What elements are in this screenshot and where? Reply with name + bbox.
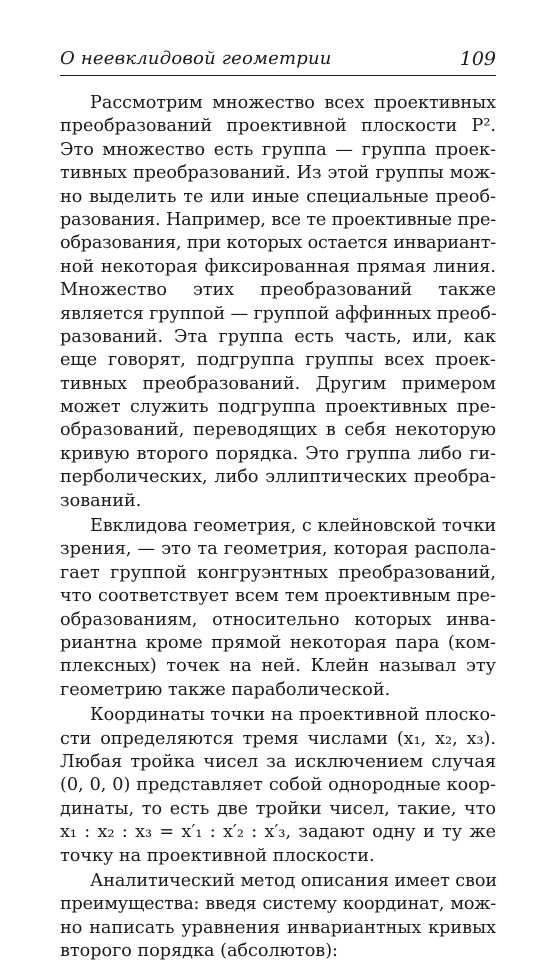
- text-line: преобразований проективной плоскости P².: [60, 116, 496, 137]
- text-line: риантна кроме прямой некоторая пара (ком-: [60, 632, 496, 653]
- running-head: [60, 46, 496, 72]
- text-line: Это множество есть группа — группа проек-: [60, 139, 496, 160]
- text-line: Множество этих преобразований также: [60, 280, 496, 301]
- text-line: второго порядка (абсолютов):: [60, 941, 338, 962]
- paragraph: [60, 704, 496, 868]
- body-text: [60, 92, 496, 963]
- text-line: зрения, — это та геометрия, которая распола-: [60, 539, 496, 560]
- text-line: (0, 0, 0) представляет собой однородные коор-: [60, 775, 496, 796]
- text-line: ной некоторая фиксированная прямая линия.: [60, 256, 496, 277]
- text-line: плексных) точек на ней. Клейн называл эту: [60, 656, 496, 677]
- text-line: точку на проективной плоскости.: [60, 845, 375, 866]
- text-line: Любая тройка чисел за исключением случая: [60, 751, 496, 772]
- page-number: 109: [459, 48, 496, 70]
- text-line: разования. Например, все те проективные пре-: [60, 209, 496, 230]
- text-line: но написать уравнения инвариантных кривых: [60, 917, 496, 938]
- text-line: зований.: [60, 490, 142, 511]
- text-line: тивных преобразований. Другим примером: [60, 373, 496, 394]
- text-line: образованиям, относительно которых инва-: [60, 609, 496, 630]
- text-line: сти определяются тремя числами (x₁, x₂, x₃).: [60, 728, 496, 749]
- text-line: образований, переводящих в себя некоторую: [60, 420, 496, 441]
- text-line: геометрию также параболической.: [60, 679, 391, 700]
- text-line: динаты, то есть две тройки чисел, такие, что: [60, 798, 496, 819]
- text-line: еще говорят, подгруппа группы всех проек-: [60, 350, 496, 371]
- text-line: кривую второго порядка. Это группа либо ги-: [60, 443, 496, 464]
- text-line: но выделить те или иные специальные преоб-: [60, 186, 496, 207]
- text-line: x₁ : x₂ : x₃ = x′₁ : x′₂ : x′₃, задают одну и ту же: [60, 822, 496, 843]
- text-line: может служить подгруппа проективных пре-: [60, 397, 496, 418]
- text-line: Евклидова геометрия, с клейновской точки: [90, 516, 496, 537]
- text-line: тивных преобразований. Из этой группы мож-: [60, 163, 496, 184]
- text-line: что соответствует всем тем проективным пре-: [60, 586, 496, 607]
- text-line: является группой — группой аффинных преоб-: [60, 303, 497, 324]
- text-line: разований. Эта группа есть часть, или, как: [60, 326, 496, 347]
- text-line: Координаты точки на проективной плоско-: [90, 705, 496, 726]
- text-line: гает группой конгруэнтных преобразований,: [60, 562, 496, 583]
- text-line: преимущества: введя систему координат, мож-: [60, 894, 496, 915]
- running-title: О неевклидовой геометрии: [60, 48, 332, 69]
- paragraph: [60, 515, 496, 702]
- text-line: Рассмотрим множество всех проективных: [90, 93, 496, 113]
- text-line: образования, при которых остается инвариант-: [60, 233, 496, 254]
- paragraph: [60, 92, 496, 513]
- paragraph: [60, 870, 496, 963]
- text-line: перболических, либо эллиптических преобра-: [60, 467, 496, 488]
- header-rule: [60, 75, 496, 76]
- text-line: Аналитический метод описания имеет свои: [90, 870, 497, 891]
